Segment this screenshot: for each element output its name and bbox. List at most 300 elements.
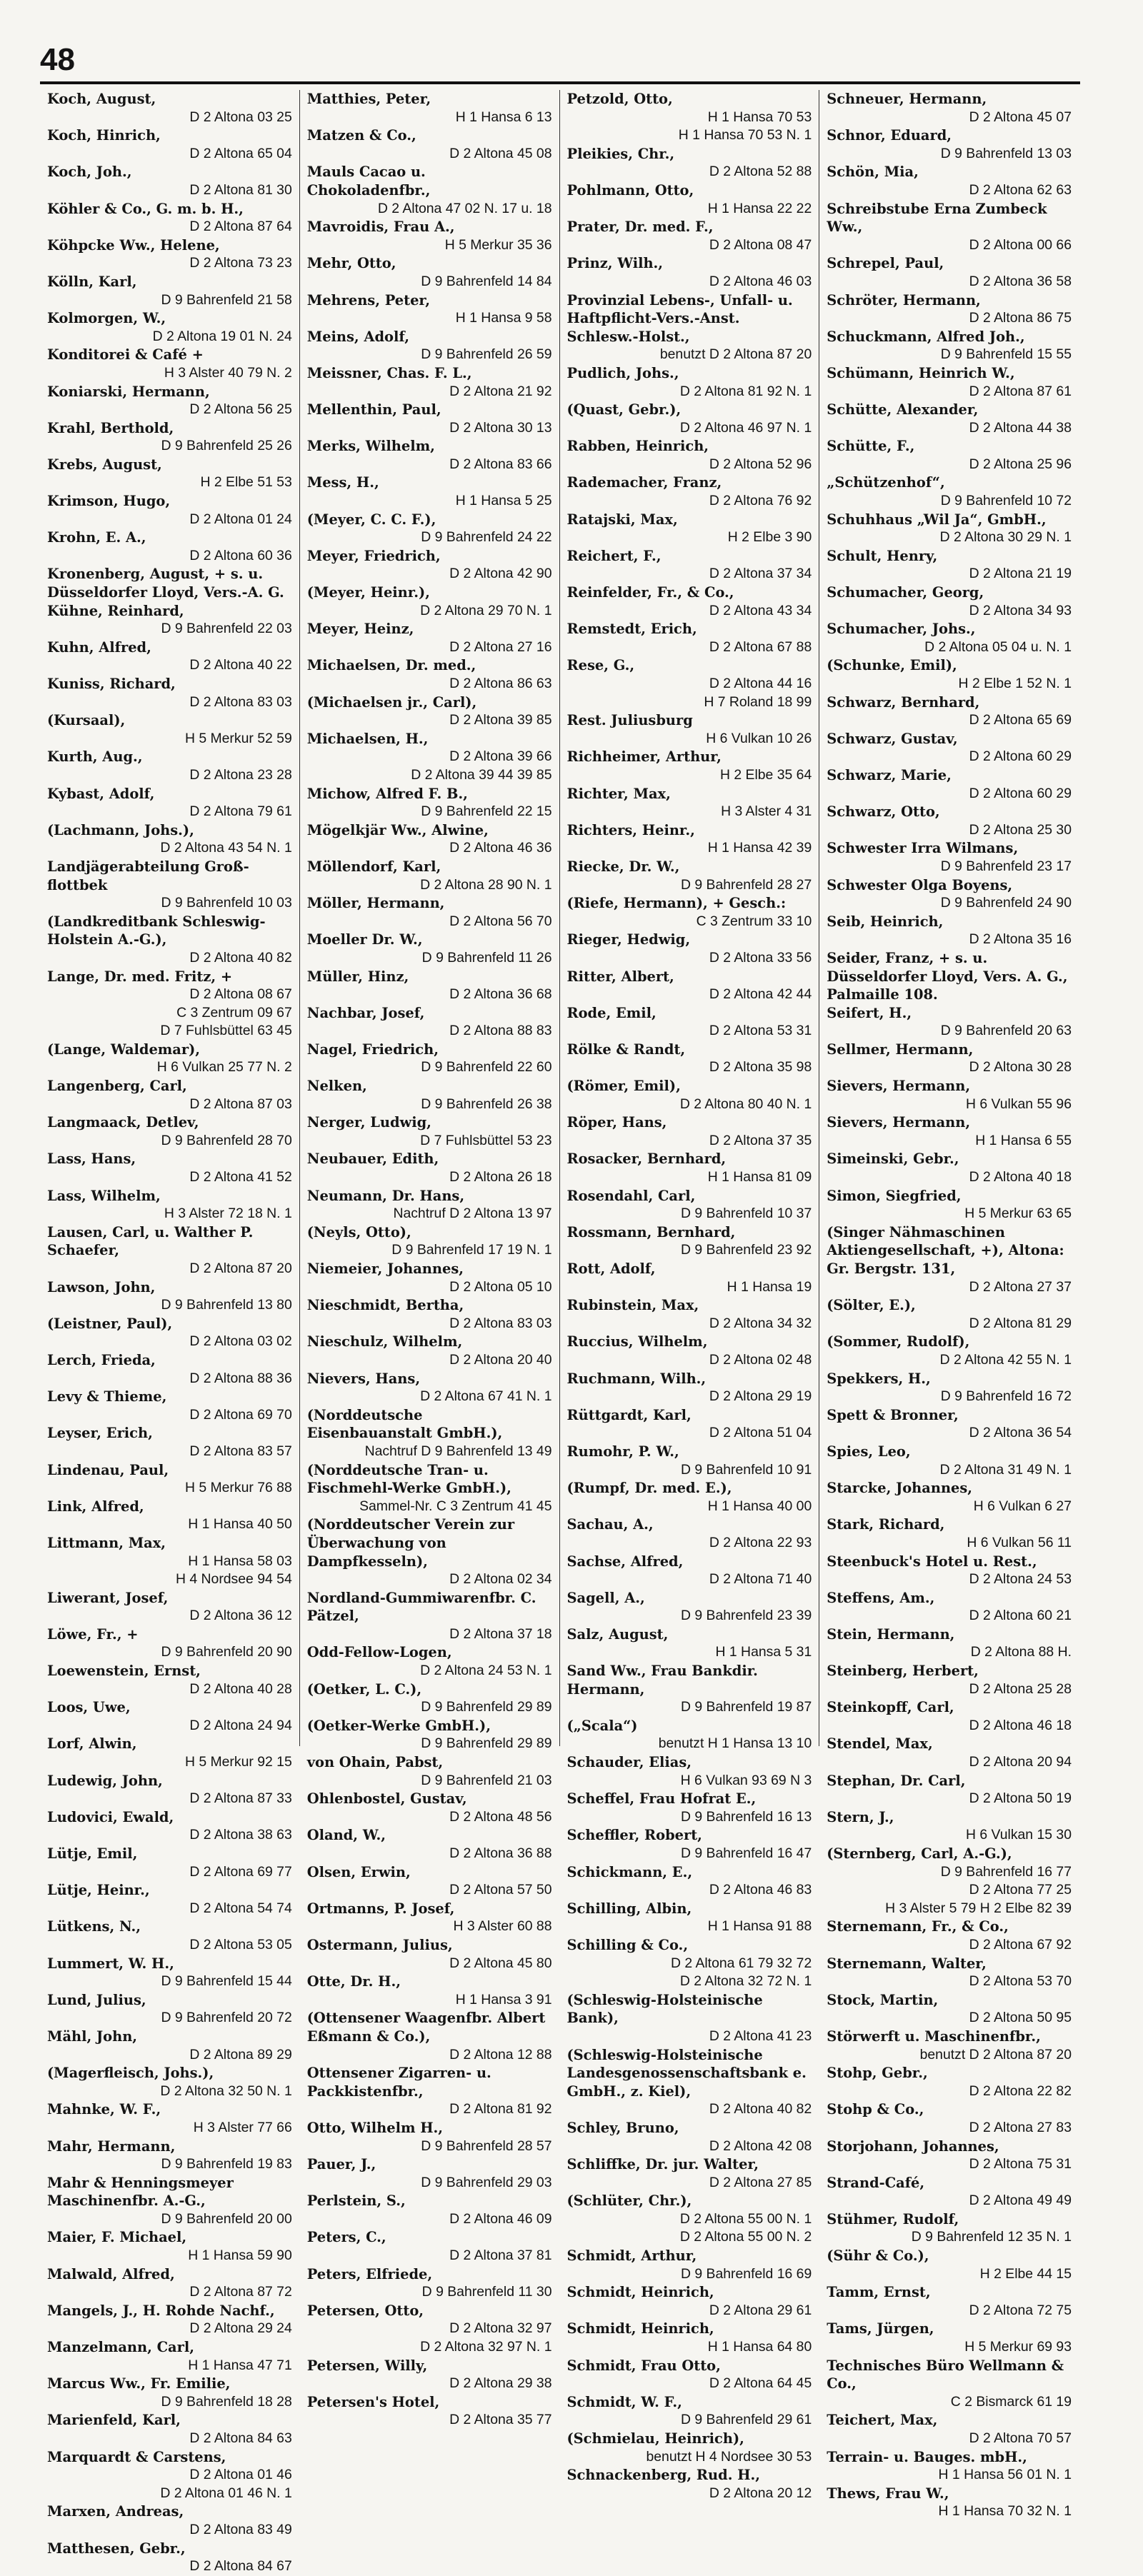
- entry-name: Schwarz, Otto,: [827, 803, 940, 821]
- entry-phone: D 9 Bahrenfeld 10 72: [940, 493, 1072, 509]
- entry-name: Stühmer, Rudolf,: [827, 2210, 959, 2227]
- entry-phone: D 9 Bahrenfeld 28 57: [421, 2138, 552, 2154]
- entry-phone: D 2 Altona 23 28: [189, 766, 292, 783]
- entry-name: (Schleswig-Holsteinische Landesgenossenschaftsbank e. GmbH., z. Kiel),: [566, 2046, 807, 2100]
- directory-entry: [307, 1515, 552, 1588]
- entry-name: Krimson, Hugo,: [47, 493, 171, 510]
- entry-phone: D 2 Altona 29 61: [709, 2302, 812, 2318]
- directory-entry: [47, 2064, 292, 2100]
- entry-name: Schmidt, Heinrich,: [566, 2284, 714, 2301]
- entry-name: Steenbuck's Hotel u. Rest.,: [827, 1553, 1037, 1570]
- entry-name: Kybast, Adolf,: [47, 785, 155, 802]
- directory-entry: [827, 1370, 1072, 1406]
- entry-name: Nieschmidt, Bertha,: [306, 1297, 464, 1314]
- directory-entry: [567, 1333, 812, 1369]
- entry-name: Rosendahl, Carl,: [566, 1187, 696, 1204]
- entry-phone: D 2 Altona 53 70: [969, 1973, 1072, 1990]
- directory-entry: [307, 2064, 552, 2119]
- entry-name: Schreibstube Erna Zumbeck Ww.,: [827, 200, 1047, 236]
- directory-entry: [47, 163, 292, 199]
- entry-phone: H 1 Hansa 6 55: [975, 1132, 1072, 1148]
- directory-entry: [47, 273, 292, 309]
- entry-phone: H 1 Hansa 5 25: [455, 493, 552, 509]
- entry-phone: D 2 Altona 56 70: [449, 913, 552, 929]
- entry-name: Köhpcke Ww., Helene,: [47, 236, 220, 254]
- directory-entry: [47, 565, 292, 601]
- directory-entry: [567, 437, 812, 473]
- directory-entry: [307, 1260, 552, 1296]
- directory-entry: [827, 1991, 1072, 2028]
- directory-entry: [47, 2174, 292, 2229]
- entry-phone: D 2 Altona 87 61: [969, 383, 1072, 399]
- entry-phone: D 2 Altona 39 85: [449, 712, 552, 728]
- entry-phone: benutzt H 4 Nordsee 30 53: [646, 2448, 812, 2465]
- entry-name: Stohp & Co.,: [827, 2101, 924, 2118]
- entry-name: Mess, H.,: [306, 474, 379, 491]
- entry-phone: H 3 Alster 72 18 N. 1: [164, 1206, 292, 1222]
- directory-entry: [567, 2320, 812, 2356]
- entry-phone: D 2 Altona 01 24: [189, 511, 292, 527]
- directory-entry: [567, 711, 812, 748]
- entry-phone: D 2 Altona 03 25: [189, 109, 292, 125]
- directory-entry: [47, 785, 292, 821]
- entry-name: Sagell, A.,: [566, 1589, 645, 1606]
- entry-phone: D 2 Altona 64 45: [709, 2375, 812, 2392]
- directory-entry: [47, 638, 292, 675]
- directory-entry: [307, 1863, 552, 1900]
- directory-entry: [307, 291, 552, 328]
- directory-entry: [827, 1479, 1072, 1515]
- entry-phone: D 2 Altona 29 19: [709, 1388, 812, 1405]
- directory-entry: [567, 1900, 812, 1936]
- entry-name: Rode, Emil,: [566, 1004, 657, 1021]
- entry-phone: D 2 Altona 30 29 N. 1: [939, 529, 1072, 546]
- directory-entry: [47, 1022, 292, 1041]
- entry-name: Remstedt, Erich,: [566, 621, 697, 638]
- directory-entry: [567, 1625, 812, 1662]
- directory-entry: [827, 1187, 1072, 1223]
- directory-entry: [307, 1223, 552, 1260]
- directory-entry: [827, 1041, 1072, 1077]
- entry-phone: D 2 Altona 69 77: [189, 1863, 292, 1880]
- entry-phone: H 5 Merkur 35 36: [444, 236, 552, 253]
- entry-name: Rabben, Heinrich,: [566, 438, 709, 455]
- directory-entry: [567, 1936, 812, 1973]
- entry-name: Lindenau, Paul,: [47, 1461, 169, 1478]
- entry-name: Meissner, Chas. F. L.,: [306, 364, 472, 381]
- directory-entry: [47, 1351, 292, 1388]
- entry-phone: D 2 Altona 60 21: [969, 1608, 1072, 1624]
- directory-entry: [307, 1717, 552, 1753]
- entry-phone: D 2 Altona 05 10: [449, 1278, 552, 1295]
- entry-name: (Sommer, Rudolf),: [827, 1333, 970, 1350]
- entry-name: Krohn, E. A.,: [47, 529, 146, 546]
- entry-phone: D 2 Altona 26 18: [449, 1169, 552, 1186]
- directory-entry: [307, 693, 552, 730]
- entry-phone: D 2 Altona 29 70 N. 1: [420, 602, 552, 618]
- directory-entry: [307, 2155, 552, 2192]
- directory-entry: [47, 419, 292, 456]
- entry-phone: D 2 Altona 88 H.: [970, 1644, 1072, 1660]
- entry-phone: H 3 Alster 4 31: [721, 803, 812, 820]
- entry-phone: D 9 Bahrenfeld 24 90: [940, 895, 1072, 911]
- entry-phone: D 9 Bahrenfeld 19 87: [680, 1699, 812, 1715]
- entry-phone: D 2 Altona 50 95: [969, 2010, 1072, 2026]
- entry-name: Ritter, Albert,: [566, 968, 674, 985]
- entry-name: Sternemann, Fr., & Co.,: [827, 1918, 1009, 1935]
- entry-phone: D 2 Altona 49 49: [969, 2192, 1072, 2209]
- entry-phone: D 9 Bahrenfeld 17 19 N. 1: [391, 1242, 552, 1258]
- entry-name: Tamm, Ernst,: [827, 2284, 931, 2301]
- directory-entry: [47, 968, 292, 1004]
- entry-phone: D 9 Bahrenfeld 23 17: [940, 858, 1072, 874]
- entry-phone: D 2 Altona 86 75: [969, 310, 1072, 326]
- entry-phone: D 2 Altona 56 25: [189, 401, 292, 418]
- entry-phone: D 2 Altona 50 19: [969, 1790, 1072, 1807]
- entry-name: Ohlenbostel, Gustav,: [306, 1790, 467, 1808]
- directory-entry: [827, 1443, 1072, 1479]
- directory-entry: [827, 1845, 1072, 1881]
- directory-entry: [827, 1113, 1072, 1150]
- directory-entry: [47, 1772, 292, 1808]
- directory-entry: [307, 2338, 552, 2357]
- entry-phone: D 2 Altona 46 36: [449, 840, 552, 856]
- entry-name: Perlstein, S.,: [306, 2192, 406, 2210]
- directory-entry: [47, 1534, 292, 1570]
- directory-entry: [567, 785, 812, 821]
- entry-name: Lütje, Heinr.,: [47, 1882, 150, 1899]
- directory-entry: [827, 1900, 1072, 1918]
- directory-entry: [567, 401, 812, 437]
- directory-entry: [567, 1406, 812, 1443]
- directory-entry: [567, 931, 812, 967]
- entry-phone: D 2 Altona 36 68: [449, 986, 552, 1003]
- entry-phone: D 2 Altona 47 02 N. 17 u. 18: [377, 200, 552, 216]
- entry-phone: D 2 Altona 21 92: [449, 383, 552, 399]
- entry-name: Kronenberg, August, + s. u. Düsseldorfer Lloyd, Vers.-A. G.: [47, 566, 284, 601]
- directory-entry: [47, 1955, 292, 1991]
- entry-name: Marxen, Andreas,: [47, 2503, 184, 2520]
- entry-phone: D 2 Altona 32 97 N. 1: [420, 2339, 552, 2355]
- entry-name: Prinz, Wilh.,: [566, 255, 664, 272]
- entry-name: (Sölter, E.),: [827, 1297, 916, 1314]
- entry-phone: D 2 Altona 55 00 N. 1: [679, 2210, 812, 2227]
- entry-phone: H 1 Hansa 70 32 N. 1: [938, 2503, 1072, 2520]
- directory-entry: [47, 528, 292, 565]
- entry-name: Seider, Franz, + s. u. Düsseldorfer Lloyd, Vers. A. G., Palmaille 108.: [827, 949, 1068, 1003]
- entry-phone: H 2 Elbe 1 52 N. 1: [958, 676, 1072, 691]
- directory-entry: [827, 693, 1072, 730]
- entry-name: Mehr, Otto,: [306, 255, 396, 272]
- entry-phone: D 2 Altona 24 53 N. 1: [420, 1663, 552, 1679]
- entry-name: Ostermann, Julius,: [306, 1936, 453, 1953]
- entry-name: Schön, Mia,: [827, 164, 919, 181]
- entry-name: Malwald, Alfred,: [47, 2265, 175, 2282]
- entry-name: Spett & Bronner,: [827, 1406, 959, 1423]
- entry-name: Ludovici, Ewald,: [47, 1808, 174, 1825]
- entry-name: Sachse, Alfred,: [566, 1553, 684, 1570]
- entry-phone: D 9 Bahrenfeld 28 27: [680, 876, 812, 893]
- directory-entry: [567, 1479, 812, 1515]
- entry-phone: D 2 Altona 60 29: [969, 748, 1072, 765]
- directory-entry: [307, 583, 552, 620]
- directory-entry: [47, 1845, 292, 1881]
- entry-name: Littmann, Max,: [47, 1534, 166, 1551]
- entry-name: Rossmann, Bernhard,: [566, 1223, 736, 1241]
- entry-name: Schumacher, Georg,: [827, 584, 984, 601]
- entry-name: (Rumpf, Dr. med. E.),: [566, 1480, 732, 1497]
- entry-phone: D 2 Altona 52 88: [709, 164, 812, 180]
- directory-entry: [827, 473, 1072, 510]
- entry-name: Steffens, Am.,: [827, 1589, 935, 1606]
- entry-phone: D 9 Bahrenfeld 26 38: [421, 1096, 552, 1112]
- directory-entry: [307, 1187, 552, 1223]
- entry-phone: D 2 Altona 61 79 32 72: [670, 1955, 812, 1971]
- entry-phone: D 2 Altona 70 57: [969, 2430, 1072, 2446]
- entry-name: Rumohr, P. W.,: [566, 1443, 679, 1460]
- entry-name: Schwarz, Gustav,: [827, 730, 958, 747]
- entry-name: (Neyls, Otto),: [306, 1223, 411, 1241]
- entry-name: Störwerft u. Maschinenfbr.,: [827, 2028, 1041, 2045]
- directory-entry: [827, 2064, 1072, 2100]
- entry-name: Tams, Jürgen,: [827, 2320, 934, 2337]
- directory-entry: [827, 1955, 1072, 1991]
- entry-phone: D 9 Bahrenfeld 25 26: [161, 438, 292, 454]
- entry-phone: H 3 Alster 60 88: [453, 1918, 552, 1935]
- entry-phone: D 2 Altona 35 98: [709, 1059, 812, 1076]
- entry-name: Langmaack, Detlev,: [47, 1114, 199, 1131]
- directory-entry: [827, 1881, 1072, 1900]
- directory-entry: [307, 2009, 552, 2064]
- directory-entry: [567, 583, 812, 620]
- entry-name: Schilling, Albin,: [566, 1900, 692, 1917]
- directory-entry: [567, 126, 812, 145]
- directory-entry: [47, 602, 292, 638]
- directory-entry: [47, 1004, 292, 1023]
- header-rule: [40, 81, 1080, 84]
- directory-entry: [47, 90, 292, 126]
- entry-phone: D 2 Altona 71 40: [709, 1571, 812, 1588]
- entry-phone: C 3 Zentrum 33 10: [696, 913, 812, 929]
- entry-name: Schickmann, E.,: [566, 1863, 693, 1880]
- directory-entry: [827, 1625, 1072, 1662]
- directory-entry: [827, 1296, 1072, 1333]
- entry-name: Kölln, Karl,: [47, 273, 137, 290]
- entry-name: Michow, Alfred F. B.,: [306, 785, 468, 802]
- directory-entry: [307, 126, 552, 163]
- directory-entry: [567, 1150, 812, 1186]
- entry-phone: D 9 Bahrenfeld 20 00: [161, 2210, 292, 2227]
- entry-phone: D 2 Altona 40 28: [189, 1680, 292, 1697]
- entry-phone: H 6 Vulkan 10 26: [706, 730, 812, 746]
- directory-entry: [827, 803, 1072, 839]
- entry-phone: Nachtruf D 2 Altona 13 97: [393, 1206, 552, 1222]
- directory-entry: [47, 126, 292, 163]
- directory-entry: [307, 785, 552, 821]
- entry-name: (Leistner, Paul),: [47, 1315, 173, 1332]
- directory-entry: [307, 254, 552, 291]
- entry-phone: D 2 Altona 57 50: [449, 1882, 552, 1898]
- directory-entry: [827, 2357, 1072, 2412]
- directory-entry: [567, 1515, 812, 1552]
- entry-phone: D 9 Bahrenfeld 16 72: [940, 1388, 1072, 1405]
- entry-phone: D 2 Altona 12 88: [449, 2046, 552, 2063]
- directory-entry: [47, 821, 292, 858]
- entry-phone: D 9 Bahrenfeld 15 55: [940, 346, 1072, 363]
- directory-entry: [827, 200, 1072, 255]
- entry-phone: D 2 Altona 86 63: [449, 676, 552, 691]
- entry-name: (Ottensener Waagenfbr. Albert Eßmann & Co.),: [306, 2010, 546, 2045]
- directory-entry: [307, 2302, 552, 2338]
- entry-name: Stephan, Dr. Carl,: [827, 1772, 966, 1789]
- entry-name: Rest. Juliusburg: [566, 712, 693, 729]
- entry-name: Mangels, J., H. Rohde Nachf.,: [47, 2302, 275, 2319]
- entry-phone: H 1 Hansa 40 00: [707, 1498, 812, 1514]
- entry-phone: D 2 Altona 76 92: [709, 493, 812, 509]
- entry-name: Mavroidis, Frau A.,: [306, 219, 455, 236]
- entry-phone: D 2 Altona 34 32: [709, 1315, 812, 1331]
- directory-entry: [307, 894, 552, 931]
- entry-phone: H 1 Hansa 5 31: [715, 1644, 812, 1660]
- directory-entry: [567, 145, 812, 181]
- entry-name: Ratajski, Max,: [566, 511, 678, 528]
- directory-entry: [47, 456, 292, 492]
- entry-name: Stark, Richard,: [827, 1516, 945, 1533]
- entry-phone: benutzt D 2 Altona 87 20: [659, 346, 812, 363]
- entry-name: Krahl, Berthold,: [47, 419, 174, 436]
- entry-phone: D 2 Altona 39 66: [449, 748, 552, 765]
- entry-phone: D 2 Altona 05 04 u. N. 1: [924, 638, 1072, 655]
- directory-entry: [47, 346, 292, 382]
- entry-name: (Lange, Waldemar),: [47, 1041, 201, 1058]
- directory-entry: [567, 2430, 812, 2466]
- entry-name: (Lachmann, Johs.),: [47, 821, 194, 838]
- entry-name: Seifert, H.,: [827, 1004, 912, 1021]
- directory-entry: [47, 1570, 292, 1589]
- directory-entry: [47, 1991, 292, 2028]
- entry-name: Mögelkjär Ww., Alwine,: [306, 821, 489, 838]
- entry-phone: D 2 Altona 29 38: [449, 2375, 552, 2392]
- entry-name: (Kursaal),: [47, 712, 126, 729]
- entry-name: Meyer, Friedrich,: [306, 547, 441, 564]
- directory-entry: [47, 383, 292, 419]
- entry-name: Schmidt, Arthur,: [566, 2247, 697, 2265]
- entry-name: (Norddeutsche Eisenbauanstalt GmbH.),: [306, 1406, 503, 1442]
- directory-entry: [567, 1863, 812, 1900]
- entry-phone: D 2 Altona 46 03: [709, 273, 812, 289]
- entry-name: Ruchmann, Wilh.,: [566, 1370, 707, 1387]
- entry-name: Pleikies, Chr.,: [566, 145, 675, 162]
- entry-name: Reinfelder, Fr., & Co.,: [566, 584, 734, 601]
- entry-name: Petersen, Otto,: [306, 2302, 424, 2319]
- directory-entry: [567, 90, 812, 126]
- entry-name: Technisches Büro Wellmann & Co.,: [827, 2357, 1064, 2392]
- entry-name: Terrain- u. Bauges. mbH.,: [827, 2448, 1027, 2465]
- entry-phone: Sammel-Nr. C 3 Zentrum 41 45: [359, 1498, 552, 1514]
- entry-phone: D 2 Altona 69 70: [189, 1406, 292, 1423]
- entry-name: Loewenstein, Ernst,: [47, 1663, 201, 1680]
- entry-phone: benutzt H 1 Hansa 13 10: [658, 1735, 812, 1752]
- directory-entry: [307, 1936, 552, 1973]
- directory-entry: [47, 2485, 292, 2503]
- column-2: [299, 90, 559, 2428]
- directory-entry: [47, 2502, 292, 2539]
- directory-entry: [47, 1150, 292, 1186]
- directory-entry: [567, 1826, 812, 1863]
- entry-phone: H 2 Elbe 3 90: [727, 529, 812, 546]
- entry-name: Neumann, Dr. Hans,: [306, 1187, 465, 1204]
- entry-phone: D 2 Altona 48 56: [449, 1808, 552, 1825]
- entry-name: (Norddeutscher Verein zur Überwachung von Dampfkesseln),: [306, 1516, 515, 1570]
- directory-entry: [47, 1662, 292, 1698]
- entry-name: Strand-Café,: [827, 2174, 925, 2191]
- directory-entry: [827, 163, 1072, 199]
- entry-phone: D 2 Altona 37 18: [449, 1625, 552, 1642]
- entry-name: Rott, Adolf,: [566, 1261, 656, 1277]
- entry-phone: D 2 Altona 31 49 N. 1: [939, 1461, 1072, 1478]
- entry-phone: D 2 Altona 30 13: [449, 419, 552, 436]
- entry-name: Niemeier, Johannes,: [306, 1261, 464, 1277]
- directory-entry: [47, 1461, 292, 1498]
- entry-name: (Sternberg, Carl, A.-G.),: [827, 1845, 1012, 1862]
- entry-phone: D 2 Altona 25 28: [969, 1680, 1072, 1697]
- entry-name: Lawson, John,: [47, 1278, 156, 1295]
- entry-name: Nagel, Friedrich,: [306, 1041, 439, 1058]
- directory-entry: [307, 1150, 552, 1186]
- entry-name: Konditorei & Café +: [47, 346, 204, 364]
- entry-name: Nelken,: [306, 1078, 367, 1095]
- directory-entry: [827, 1553, 1072, 1589]
- entry-phone: D 2 Altona 36 88: [449, 1845, 552, 1861]
- directory-entry: [827, 291, 1072, 328]
- entry-phone: D 2 Altona 60 36: [189, 547, 292, 563]
- directory-entry: [567, 181, 812, 218]
- entry-phone: D 2 Altona 25 30: [969, 821, 1072, 838]
- entry-name: Riecke, Dr. W.,: [566, 858, 680, 875]
- entry-phone: D 2 Altona 53 31: [709, 1023, 812, 1039]
- directory-entry: [827, 1223, 1072, 1296]
- entry-name: Koch, August,: [47, 91, 156, 107]
- entry-phone: D 9 Bahrenfeld 21 03: [421, 1772, 552, 1788]
- entry-name: Sievers, Hermann,: [827, 1078, 971, 1095]
- entry-phone: D 2 Altona 37 81: [449, 2247, 552, 2264]
- entry-phone: D 2 Altona 27 83: [969, 2119, 1072, 2135]
- entry-phone: D 2 Altona 32 97: [449, 2320, 552, 2337]
- directory-entry: [307, 163, 552, 218]
- entry-name: von Ohain, Pabst,: [306, 1754, 444, 1771]
- directory-entry: [307, 2228, 552, 2265]
- directory-entry: [307, 90, 552, 126]
- entry-phone: D 9 Bahrenfeld 10 91: [680, 1461, 812, 1478]
- entry-phone: D 9 Bahrenfeld 12 35 N. 1: [911, 2229, 1072, 2245]
- entry-name: (Riefe, Hermann), + Gesch.:: [566, 895, 787, 912]
- entry-phone: D 2 Altona 38 63: [189, 1827, 292, 1843]
- entry-name: Mauls Cacao u. Chokoladenfbr.,: [306, 164, 431, 199]
- entry-phone: H 1 Hansa 22 22: [707, 200, 812, 216]
- entry-phone: H 1 Hansa 81 09: [707, 1169, 812, 1186]
- entry-phone: D 2 Altona 20 94: [969, 1754, 1072, 1770]
- entry-name: Schwarz, Bernhard,: [827, 693, 980, 711]
- entry-name: Olsen, Erwin,: [306, 1863, 411, 1880]
- entry-name: Rieger, Hedwig,: [566, 931, 691, 948]
- entry-name: Lütje, Emil,: [47, 1845, 138, 1862]
- directory-entry: [827, 2448, 1072, 2485]
- entry-name: („Scala“): [566, 1717, 638, 1734]
- entry-name: Simon, Siegfried,: [827, 1187, 962, 1204]
- entry-phone: D 2 Altona 20 40: [449, 1351, 552, 1368]
- directory-entry: [827, 547, 1072, 583]
- entry-name: Maier, F. Michael,: [47, 2229, 187, 2246]
